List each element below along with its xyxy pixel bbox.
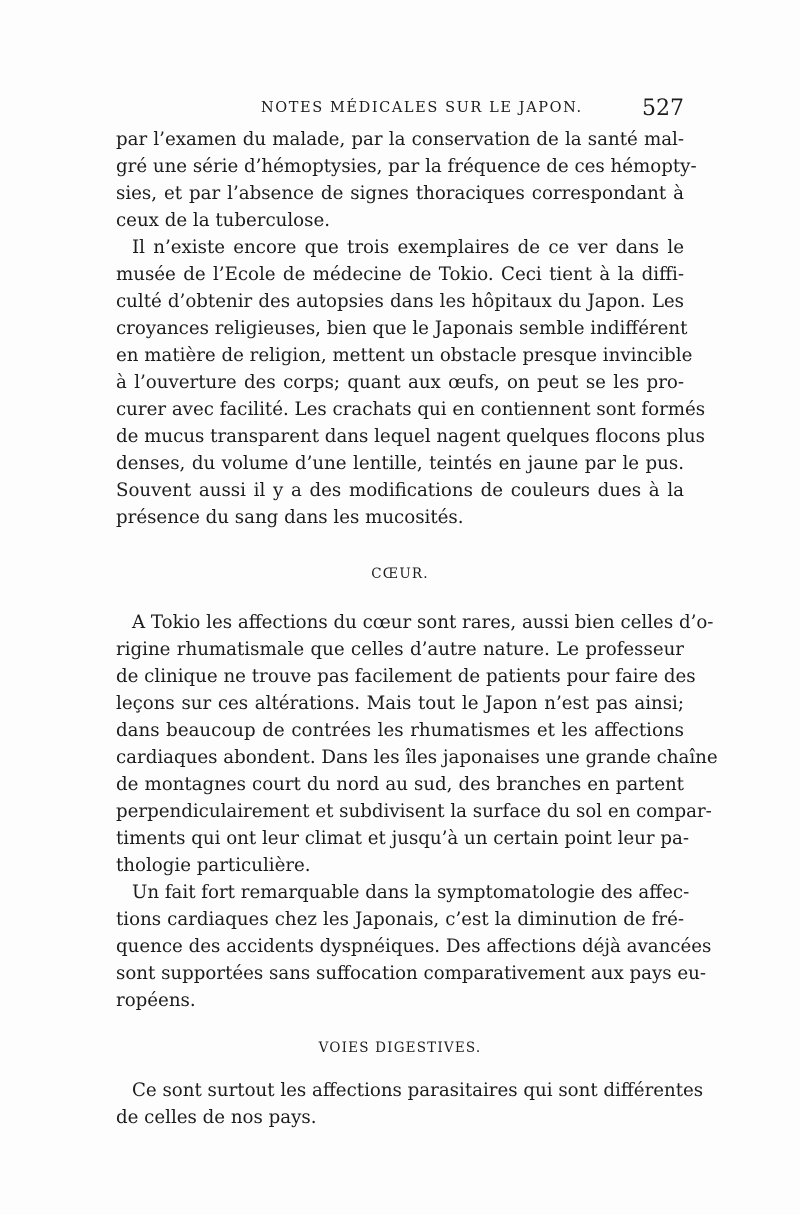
text-line: ceux de la tuberculose. xyxy=(116,210,330,231)
text-line: présence du sang dans les mucosités. xyxy=(116,507,464,528)
text-line: curer avec facilité. Les crachats qui en contiennent sont formés xyxy=(116,399,706,420)
text-line: de montagnes court du nord au sud, des branches en partent xyxy=(116,774,684,795)
text-line: cardiaques abondent. Dans les îles japonaises une grande chaîne xyxy=(116,747,718,768)
text-line: culté d’obtenir des autopsies dans les hôpitaux du Japon. Les xyxy=(116,291,684,312)
text-line: perpendiculairement et subdivisent la surface du sol en compar- xyxy=(116,801,712,822)
paragraph-block-hemoptysis xyxy=(116,126,706,531)
text-line: par l’examen du malade, par la conservation de la santé mal- xyxy=(116,129,684,150)
text-line: croyances religieuses, bien que le Japonais semble indifférent xyxy=(116,318,688,339)
text-line: en matière de religion, mettent un obstacle presque invincible xyxy=(116,345,693,366)
text-line: dans beaucoup de contrées les rhumatismes et les affections xyxy=(116,720,684,741)
section-heading-coeur: CŒUR. xyxy=(371,566,429,582)
text-line: musée de l’Ecole de médecine de Tokio. Ceci tient à la diffi- xyxy=(116,264,684,285)
text-line: Un fait fort remarquable dans la symptomatologie des affec- xyxy=(132,882,690,903)
text-line: ropéens. xyxy=(116,990,196,1011)
text-line: gré une série d’hémoptysies, par la fréquence de ces hémopty- xyxy=(116,156,697,177)
text-line: à l’ouverture des corps; quant aux œufs, on peut se les pro- xyxy=(116,372,684,393)
text-line: Souvent aussi il y a des modifications de couleurs dues à la xyxy=(116,480,684,501)
text-line: leçons sur ces altérations. Mais tout le Japon n’est pas ainsi; xyxy=(116,693,684,714)
text-line: tions cardiaques chez les Japonais, c’est la diminution de fré- xyxy=(116,909,684,930)
text-line: sies, et par l’absence de signes thoraciques correspondant à xyxy=(116,183,684,204)
paragraph-block-coeur xyxy=(116,609,718,1014)
text-line: quence des accidents dyspnéiques. Des affections déjà avancées xyxy=(116,936,712,957)
page-header xyxy=(116,96,684,126)
running-head: NOTES MÉDICALES SUR LE JAPON. xyxy=(261,100,583,116)
text-line: thologie particulière. xyxy=(116,855,311,876)
page-number: 527 xyxy=(642,96,684,121)
text-line: sont supportées sans suffocation comparativement aux pays eu- xyxy=(116,963,707,984)
text-line: A Tokio les affections du cœur sont rares, aussi bien celles d’o- xyxy=(132,612,714,633)
text-line: de celles de nos pays. xyxy=(116,1107,317,1128)
text-line: rigine rhumatismale que celles d’autre nature. Le professeur xyxy=(116,639,684,660)
text-line: Ce sont surtout les affections parasitaires qui sont différentes xyxy=(132,1080,704,1101)
section-heading-voies-digestives: VOIES DIGESTIVES. xyxy=(318,1040,482,1056)
text-line: de clinique ne trouve pas facilement de patients pour faire des xyxy=(116,666,696,687)
text-line: Il n’existe encore que trois exemplaires de ce ver dans le xyxy=(132,237,684,258)
text-line: de mucus transparent dans lequel nagent quelques flocons plus xyxy=(116,426,705,447)
paragraph-block-voies-digestives xyxy=(116,1077,704,1131)
text-line: denses, du volume d’une lentille, teintés en jaune par le pus. xyxy=(116,453,684,474)
text-line: timents qui ont leur climat et jusqu’à un certain point leur pa- xyxy=(116,828,689,849)
